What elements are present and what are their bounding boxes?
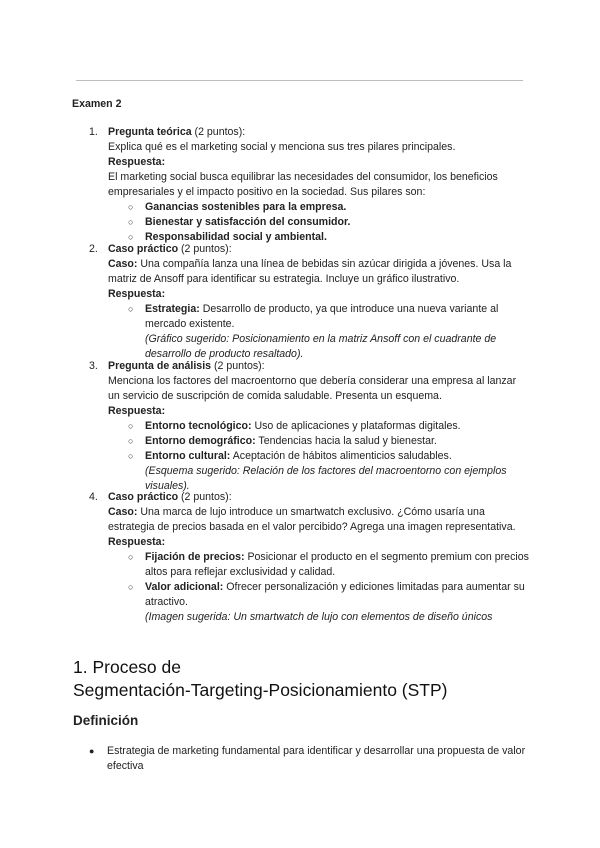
question-3 xyxy=(89,359,529,494)
top-divider xyxy=(76,80,523,81)
question-statement: Explica qué es el marketing social y menciona sus tres pilares principales. xyxy=(108,141,456,153)
section-title xyxy=(73,656,447,702)
circle-bullet-icon: ○ xyxy=(128,421,134,431)
list-item-text: Responsabilidad social y ambiental. xyxy=(145,231,327,243)
question-heading: Caso práctico xyxy=(108,243,179,255)
list-item xyxy=(108,200,529,215)
question-points: (2 puntos): xyxy=(191,126,246,138)
answer-text: El marketing social busca equilibrar las necesidades del consumidor, los beneficios empresariales y el impacto positivo en la sociedad. Sus pilares son: xyxy=(108,171,498,198)
item-note: (Imagen sugerida: Un smartwatch de lujo con elementos de diseño únicos xyxy=(145,611,493,623)
case-text: Una compañía lanza una línea de bebidas sin azúcar dirigida a jóvenes. Usa la matriz de Ansoff para identificar su estrategia. Incluye un gráfico ilustrativo. xyxy=(108,258,512,285)
circle-bullet-icon: ○ xyxy=(128,232,134,242)
item-label: Estrategia: xyxy=(145,303,200,315)
question-2 xyxy=(89,242,529,362)
answer-label: Respuesta: xyxy=(108,536,166,548)
question-number: 1. xyxy=(89,126,98,138)
case-text: Una marca de lujo introduce un smartwatch exclusivo. ¿Cómo usaría una estrategia de precios basada en el valor percibido? Agrega una imagen representativa. xyxy=(108,506,516,533)
item-label: Valor adicional: xyxy=(145,581,224,593)
circle-bullet-icon: ○ xyxy=(128,217,134,227)
question-heading: Pregunta teórica xyxy=(108,126,192,138)
exam-title: Examen 2 xyxy=(72,98,122,110)
answer-label: Respuesta: xyxy=(108,288,166,300)
list-item xyxy=(108,419,529,434)
question-number: 2. xyxy=(89,243,98,255)
bullet-dot-icon: ● xyxy=(89,746,95,756)
question-statement: Menciona los factores del macroentorno que debería considerar una empresa al lanzar un servicio de suscripción de comida saludable. Presenta un esquema. xyxy=(108,375,517,402)
definition-text: Estrategia de marketing fundamental para identificar y desarrollar una propuesta de valor efectiva xyxy=(107,745,526,772)
question-points: (2 puntos): xyxy=(178,243,232,255)
section-title-line2: Segmentación-Targeting-Posicionamiento (STP) xyxy=(73,680,448,700)
list-item-text: Bienestar y satisfacción del consumidor. xyxy=(145,216,351,228)
item-text: Tendencias hacia la salud y bienestar. xyxy=(255,435,437,447)
item-text: Posicionar el producto en el segmento premium con precios altos para reflejar exclusividad y calidad. xyxy=(145,551,529,578)
item-text: Desarrollo de producto, ya que introduce una nueva variante al mercado existente. xyxy=(145,303,499,330)
list-item xyxy=(108,215,529,230)
question-4 xyxy=(89,490,529,625)
question-points: (2 puntos): xyxy=(178,491,232,503)
answer-label: Respuesta: xyxy=(108,156,166,168)
question-heading: Pregunta de análisis xyxy=(108,360,212,372)
question-number: 3. xyxy=(89,360,98,372)
list-item xyxy=(108,449,529,494)
circle-bullet-icon: ○ xyxy=(128,436,134,446)
case-label: Caso: xyxy=(108,506,138,518)
circle-bullet-icon: ○ xyxy=(128,582,134,592)
circle-bullet-icon: ○ xyxy=(128,552,134,562)
circle-bullet-icon: ○ xyxy=(128,451,134,461)
item-label: Entorno demográfico: xyxy=(145,435,256,447)
question-points: (2 puntos): xyxy=(211,360,265,372)
circle-bullet-icon: ○ xyxy=(128,304,134,314)
item-text: Ofrecer personalización y ediciones limitadas para aumentar su atractivo. xyxy=(145,581,525,608)
item-label: Fijación de precios: xyxy=(145,551,245,563)
question-number: 4. xyxy=(89,491,98,503)
item-text: Uso de aplicaciones y plataformas digitales. xyxy=(251,420,461,432)
item-note: (Esquema sugerido: Relación de los factores del macroentorno con ejemplos visuales). xyxy=(145,465,507,492)
list-item xyxy=(108,550,529,580)
section-subtitle: Definición xyxy=(73,713,139,728)
list-item xyxy=(108,302,529,362)
list-item-text: Ganancias sostenibles para la empresa. xyxy=(145,201,347,213)
item-label: Entorno cultural: xyxy=(145,450,231,462)
case-label: Caso: xyxy=(108,258,138,270)
answer-label: Respuesta: xyxy=(108,405,166,417)
question-heading: Caso práctico xyxy=(108,491,179,503)
circle-bullet-icon: ○ xyxy=(128,202,134,212)
section-title-line1: 1. Proceso de xyxy=(73,657,181,677)
item-text: Aceptación de hábitos alimenticios saludables. xyxy=(230,450,452,462)
list-item xyxy=(89,744,529,774)
question-1 xyxy=(89,125,529,245)
item-note: (Gráfico sugerido: Posicionamiento en la matriz Ansoff con el cuadrante de desarrollo de producto resaltado). xyxy=(145,333,497,360)
list-item xyxy=(108,434,529,449)
item-label: Entorno tecnológico: xyxy=(145,420,252,432)
list-item xyxy=(108,580,529,625)
